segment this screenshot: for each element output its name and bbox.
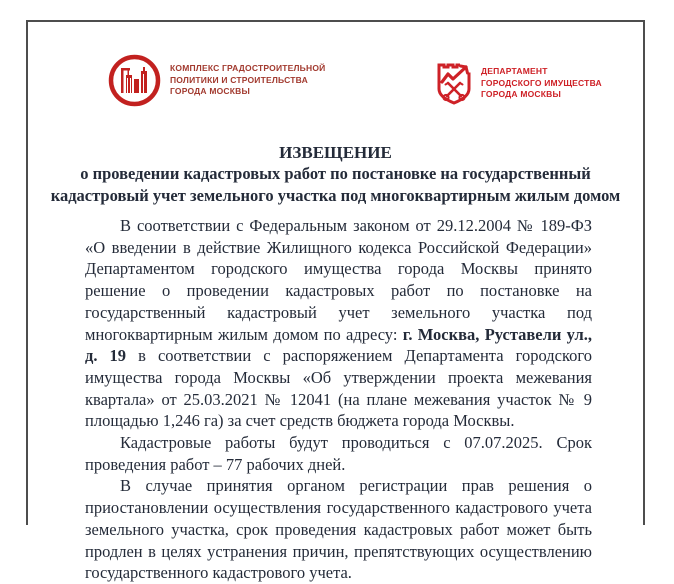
logo-text-line: ГОРОДА МОСКВЫ bbox=[481, 89, 562, 100]
construction-complex-logo bbox=[108, 54, 325, 107]
document-subtitle-line: кадастровый учет земельного участка под многоквартирным жилым домом bbox=[50, 185, 621, 205]
title-block bbox=[28, 142, 643, 206]
logo-text-line: ДЕПАРТАМЕНТ bbox=[481, 66, 548, 77]
document-subtitle-line: о проведении кадастровых работ по постановке на государственный bbox=[80, 164, 591, 183]
paragraph-text: в соответствии с распоряжением Департамента городского имущества города Москвы «Об утверждении проекта межевания квартала» от 25.03.2021 № 12041 (на плане межевания участок № 9 площадью 1,246 га) за счет средств бюджета города Москвы. bbox=[85, 346, 592, 431]
paragraph-legal-basis bbox=[85, 215, 592, 432]
paragraph-work-dates: Кадастровые работы будут проводиться с 07.07.2025. Срок проведения работ – 77 рабочих дней. bbox=[85, 433, 592, 474]
paragraph-text: В соответствии с Федеральным законом от 29.12.2004 № 189-ФЗ «О введении в действие Жилищного кодекса Российской Федерации» Департаментом городского имущества города Москвы принято решение о проведении кадастровых работ по постановке на государственный кадастровый учет земельного участка под многоквартирным жилым домом по адресу: bbox=[85, 216, 592, 344]
document-title: ИЗВЕЩЕНИЕ bbox=[279, 143, 392, 162]
property-department-logo-text bbox=[481, 66, 602, 101]
notice-body bbox=[28, 215, 643, 584]
logo-text-line: ПОЛИТИКИ И СТРОИТЕЛЬСТВА bbox=[170, 74, 308, 85]
logo-text-line: ГОРОДСКОГО ИМУЩЕСТВА bbox=[481, 77, 602, 88]
construction-complex-logo-text bbox=[170, 63, 325, 98]
paragraph-suspension-note: В случае принятия органом регистрации прав решения о приостановлении осуществления государственного кадастрового учета земельного участка, срок проведения кадастровых работ может быть продлен в целях устранения причин, препятствующих осуществлению государственного кадастрового учета. bbox=[85, 476, 592, 583]
address-bold: г. Москва, Руставели ул., д. 19 bbox=[85, 324, 592, 366]
logo-text-line: ГОРОДА МОСКВЫ bbox=[170, 86, 251, 97]
property-department-emblem-icon bbox=[436, 62, 472, 105]
logo-text-line: КОМПЛЕКС ГРАДОСТРОИТЕЛЬНОЙ bbox=[170, 63, 326, 74]
construction-complex-emblem-icon bbox=[108, 54, 161, 107]
document-subtitle bbox=[28, 163, 643, 206]
property-department-logo bbox=[436, 62, 602, 105]
notice-page bbox=[26, 20, 645, 583]
